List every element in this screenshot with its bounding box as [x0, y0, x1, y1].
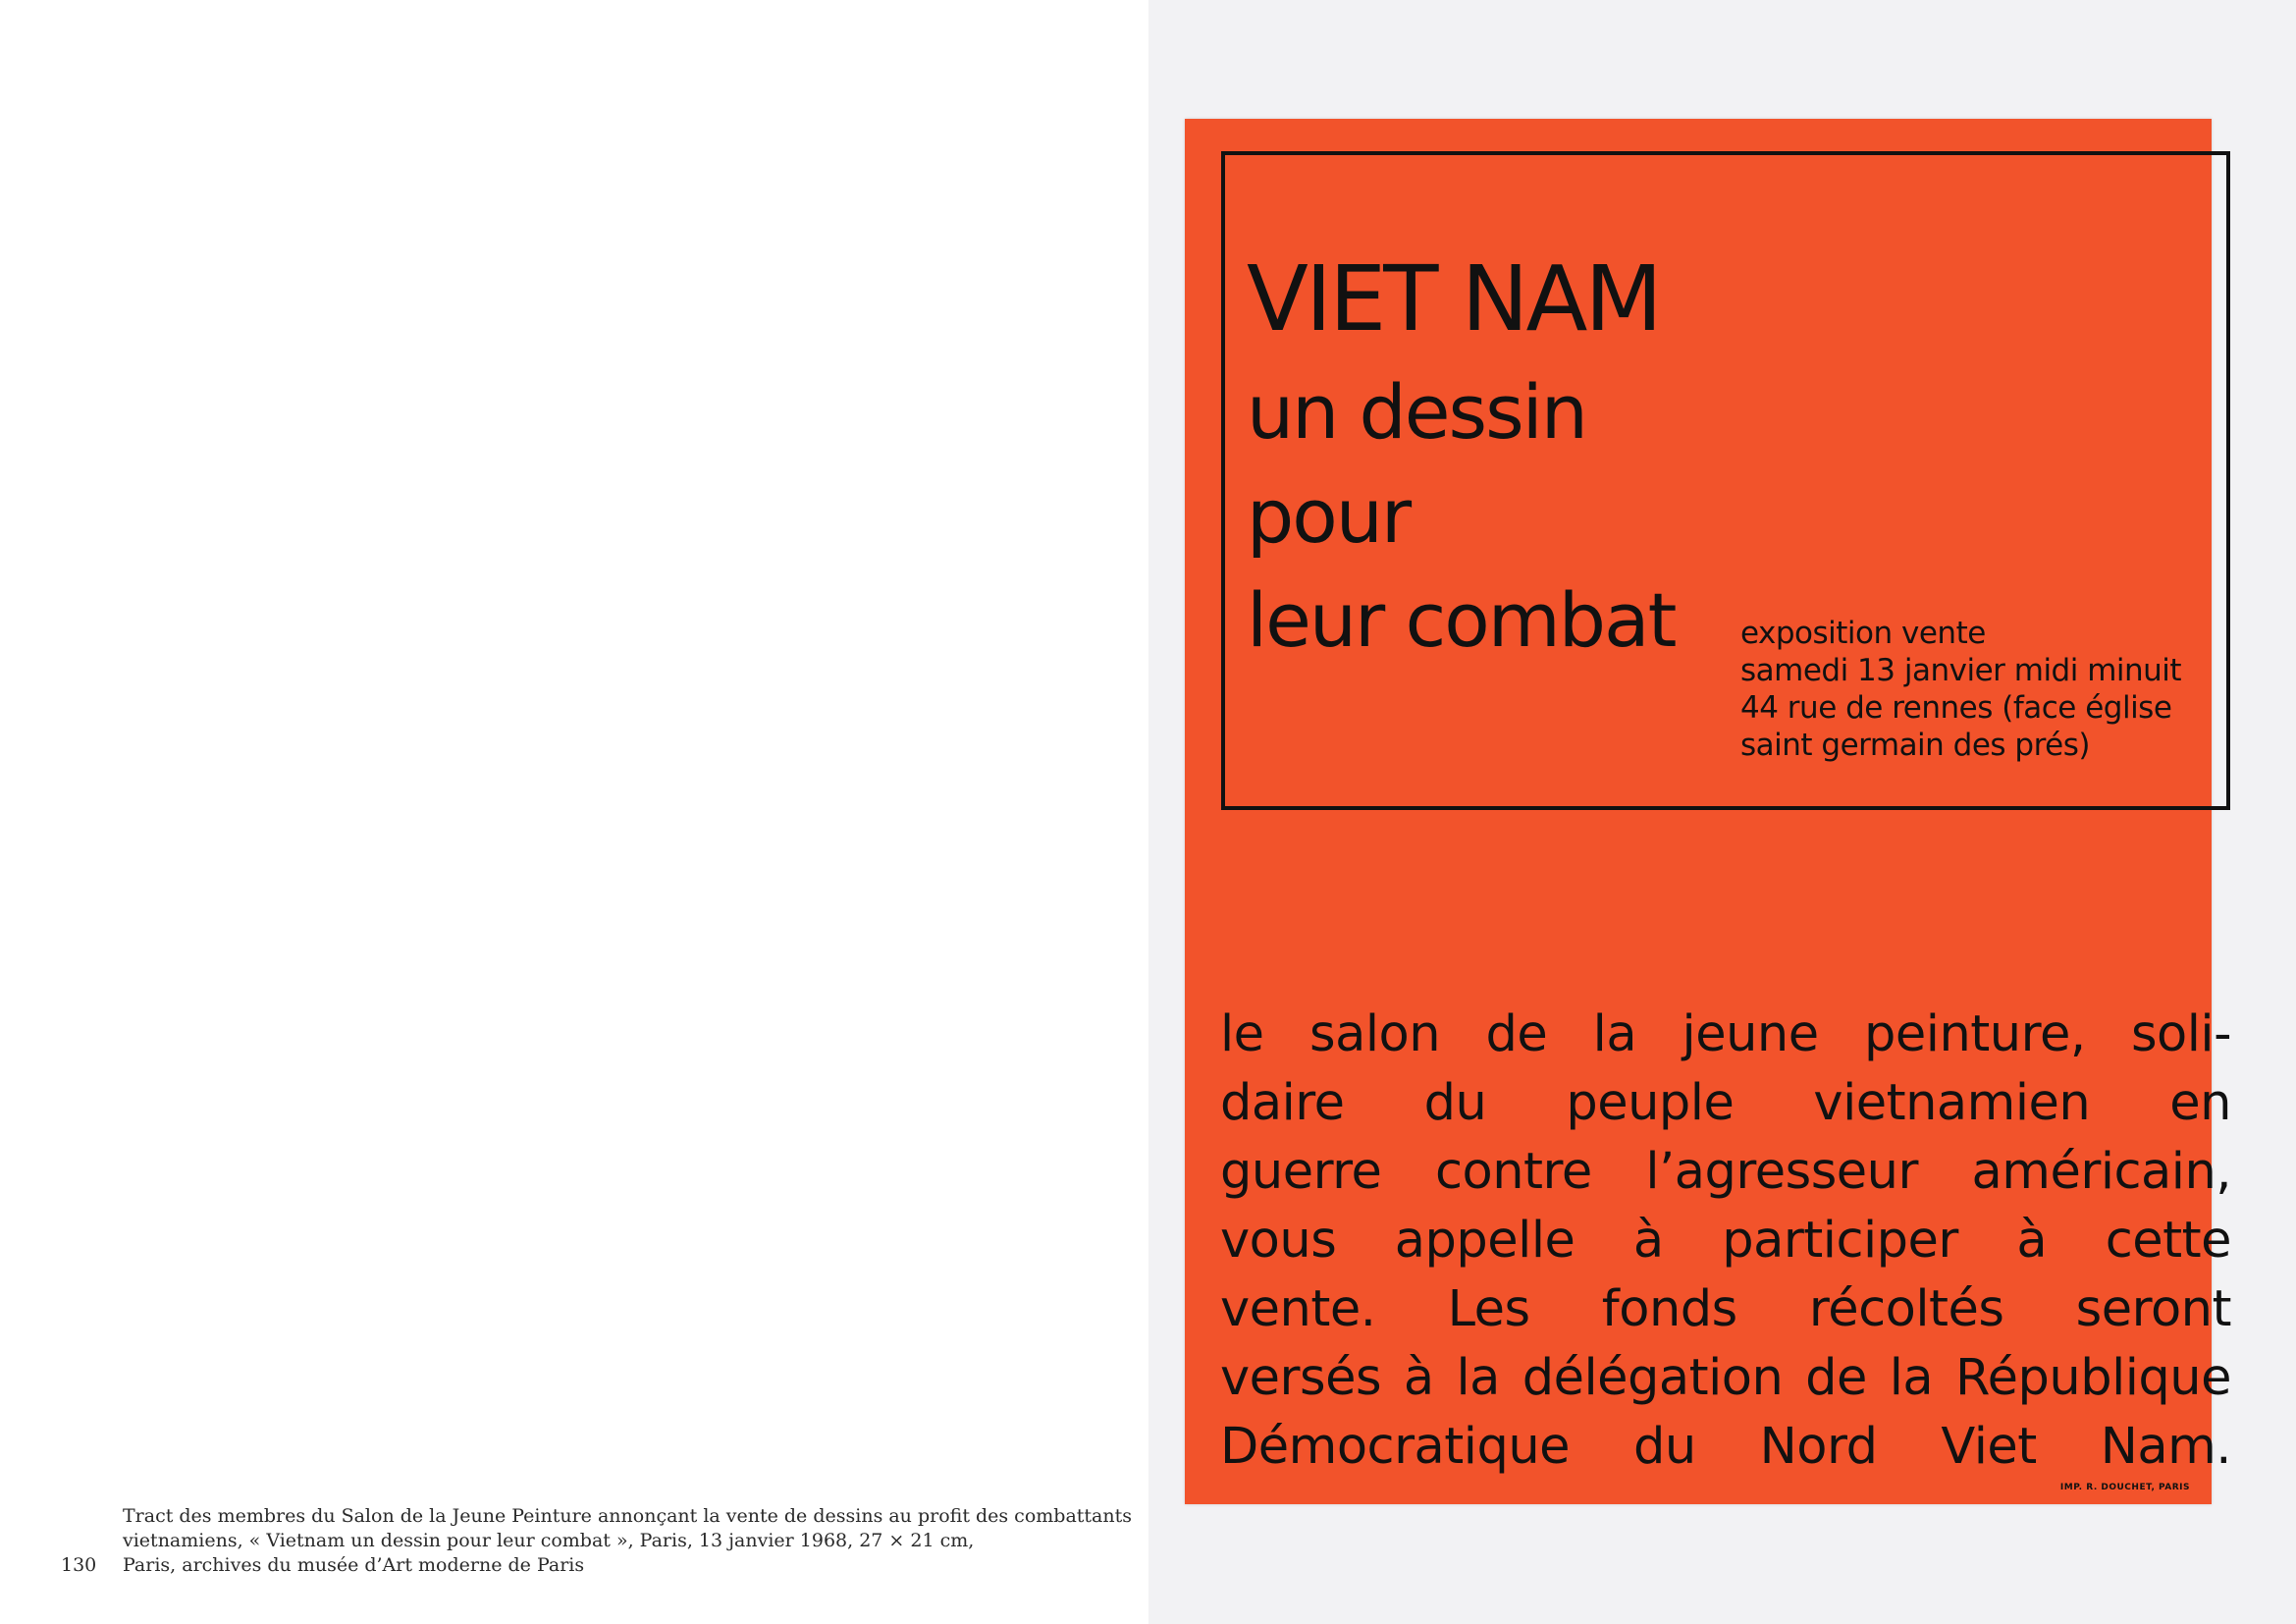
- poster-body-line: Démocratique du Nord Viet Nam.: [1220, 1418, 2231, 1476]
- poster-title: VIET NAM: [1247, 246, 1660, 352]
- caption-line: vietnamiens, « Vietnam un dessin pour leur combat », Paris, 13 janvier 1968, 27 × 21 cm,: [123, 1530, 975, 1551]
- poster-body-text: [1220, 1001, 2231, 1482]
- poster-body-line: guerre contre l’agresseur américain,: [1220, 1143, 2231, 1201]
- poster-detail-line: exposition vente: [1740, 616, 1986, 651]
- poster-body-line: daire du peuple vietnamien en: [1220, 1074, 2231, 1132]
- page-number: 130: [61, 1554, 97, 1576]
- poster-subtitle-line: leur combat: [1247, 576, 1676, 664]
- poster-detail-line: 44 rue de rennes (face église: [1740, 690, 2172, 726]
- poster-subtitle-line: pour: [1247, 472, 1411, 560]
- caption-line: Tract des membres du Salon de la Jeune Peinture annonçant la vente de dessins au profit des combattants: [123, 1505, 1132, 1527]
- poster-body-line: versés à la délégation de la République: [1220, 1349, 2231, 1407]
- poster-printer-mark: IMP. R. DOUCHET, PARIS: [2059, 1483, 2190, 1492]
- poster-event-details: [1740, 615, 2181, 764]
- poster-subtitle: [1247, 360, 1675, 673]
- figure-caption: [123, 1504, 1132, 1578]
- poster-body-line: vous appelle à participer à cette: [1220, 1212, 2231, 1270]
- caption-line: Paris, archives du musée d’Art moderne de Paris: [123, 1554, 585, 1576]
- poster-detail-line: samedi 13 janvier midi minuit: [1740, 653, 2182, 688]
- poster-subtitle-line: un dessin: [1247, 368, 1586, 456]
- poster-image: [1185, 119, 2231, 1504]
- poster-detail-line: saint germain des prés): [1740, 728, 2090, 763]
- poster-body-line: le salon de la jeune peinture, soli-: [1220, 1005, 2231, 1063]
- poster-body-line: vente. Les fonds récoltés seront: [1220, 1280, 2231, 1338]
